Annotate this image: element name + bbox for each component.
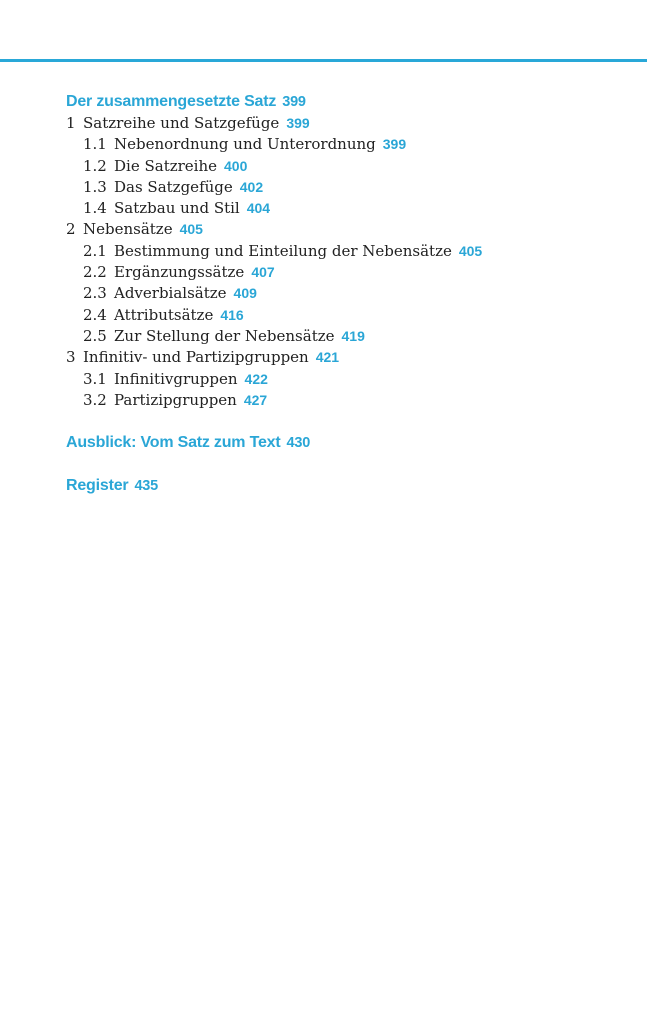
entry-label: Adverbialsätze bbox=[114, 284, 227, 303]
entry-page-number: 400 bbox=[224, 157, 248, 174]
chapter-page-number: 399 bbox=[282, 94, 306, 110]
entry-number: 3 bbox=[66, 348, 76, 367]
chapter-title: Ausblick: Vom Satz zum Text bbox=[66, 434, 281, 452]
toc-subentry[interactable] bbox=[66, 198, 626, 219]
entry-label: Infinitiv- und Partizipgruppen bbox=[83, 348, 309, 367]
toc-chapter-heading[interactable] bbox=[66, 432, 626, 454]
toc-subentry[interactable] bbox=[66, 156, 626, 177]
entry-number: 1 bbox=[66, 114, 76, 132]
chapter-title: Register bbox=[66, 477, 129, 495]
entry-label: Partizipgruppen bbox=[114, 390, 237, 409]
entry-page-number: 409 bbox=[233, 285, 257, 302]
chapter-page-number: 430 bbox=[286, 435, 311, 452]
toc-chapter-heading[interactable] bbox=[66, 475, 626, 497]
spacer bbox=[66, 411, 626, 432]
chapter-title: Der zusammengesetzte Satz bbox=[66, 93, 277, 110]
toc-subentry[interactable] bbox=[66, 283, 626, 304]
toc-subentry[interactable] bbox=[66, 326, 626, 347]
toc-subentry[interactable] bbox=[66, 177, 626, 198]
entry-page-number: 421 bbox=[315, 349, 340, 366]
entry-page-number: 405 bbox=[179, 221, 203, 238]
chapter-page-number: 435 bbox=[134, 478, 159, 495]
toc-subentry[interactable] bbox=[66, 369, 626, 390]
entry-number: 3.1 bbox=[83, 369, 107, 388]
toc-chapter-heading[interactable] bbox=[66, 91, 626, 113]
table-of-contents bbox=[66, 91, 626, 497]
entry-page-number: 416 bbox=[220, 306, 244, 323]
toc-subentry[interactable] bbox=[66, 390, 626, 411]
entry-number: 2.4 bbox=[83, 305, 107, 324]
entry-label: Die Satzreihe bbox=[114, 156, 218, 175]
toc-entry[interactable] bbox=[66, 219, 626, 240]
entry-number: 2.3 bbox=[83, 284, 107, 303]
entry-number: 1.2 bbox=[83, 156, 107, 175]
entry-number: 2.1 bbox=[83, 241, 107, 260]
entry-page-number: 399 bbox=[286, 115, 310, 131]
entry-number: 1.1 bbox=[83, 135, 107, 154]
toc-subentry[interactable] bbox=[66, 262, 626, 283]
toc-subentry[interactable] bbox=[66, 305, 626, 326]
entry-page-number: 404 bbox=[246, 200, 271, 217]
entry-number: 1.4 bbox=[83, 199, 107, 218]
entry-page-number: 399 bbox=[382, 136, 407, 153]
entry-page-number: 422 bbox=[244, 370, 268, 387]
entry-page-number: 427 bbox=[243, 391, 268, 408]
entry-page-number: 405 bbox=[458, 242, 483, 259]
entry-label: Nebensätze bbox=[83, 220, 173, 239]
entry-page-number: 407 bbox=[251, 264, 275, 281]
entry-label: Das Satzgefüge bbox=[114, 177, 233, 196]
entry-number: 1.3 bbox=[83, 177, 107, 196]
toc-subentry[interactable] bbox=[66, 241, 626, 262]
toc-entry[interactable] bbox=[66, 113, 626, 134]
spacer bbox=[66, 454, 626, 475]
top-rule bbox=[0, 59, 647, 62]
entry-label: Bestimmung und Einteilung der Nebensätze bbox=[114, 241, 452, 260]
entry-label: Infinitivgruppen bbox=[114, 369, 238, 388]
entry-label: Satzbau und Stil bbox=[114, 199, 240, 218]
entry-label: Attributsätze bbox=[114, 305, 214, 324]
entry-number: 2 bbox=[66, 220, 76, 239]
toc-subentry[interactable] bbox=[66, 134, 626, 155]
entry-page-number: 402 bbox=[239, 178, 264, 195]
entry-number: 3.2 bbox=[83, 390, 107, 409]
toc-entry[interactable] bbox=[66, 347, 626, 368]
entry-label: Nebenordnung und Unterordnung bbox=[114, 135, 376, 154]
entry-label: Satzreihe und Satzgefüge bbox=[83, 114, 280, 132]
entry-label: Ergänzungssätze bbox=[114, 263, 245, 282]
entry-page-number: 419 bbox=[341, 327, 365, 344]
entry-label: Zur Stellung der Nebensätze bbox=[114, 326, 335, 345]
entry-number: 2.5 bbox=[83, 326, 107, 345]
entry-number: 2.2 bbox=[83, 263, 107, 282]
